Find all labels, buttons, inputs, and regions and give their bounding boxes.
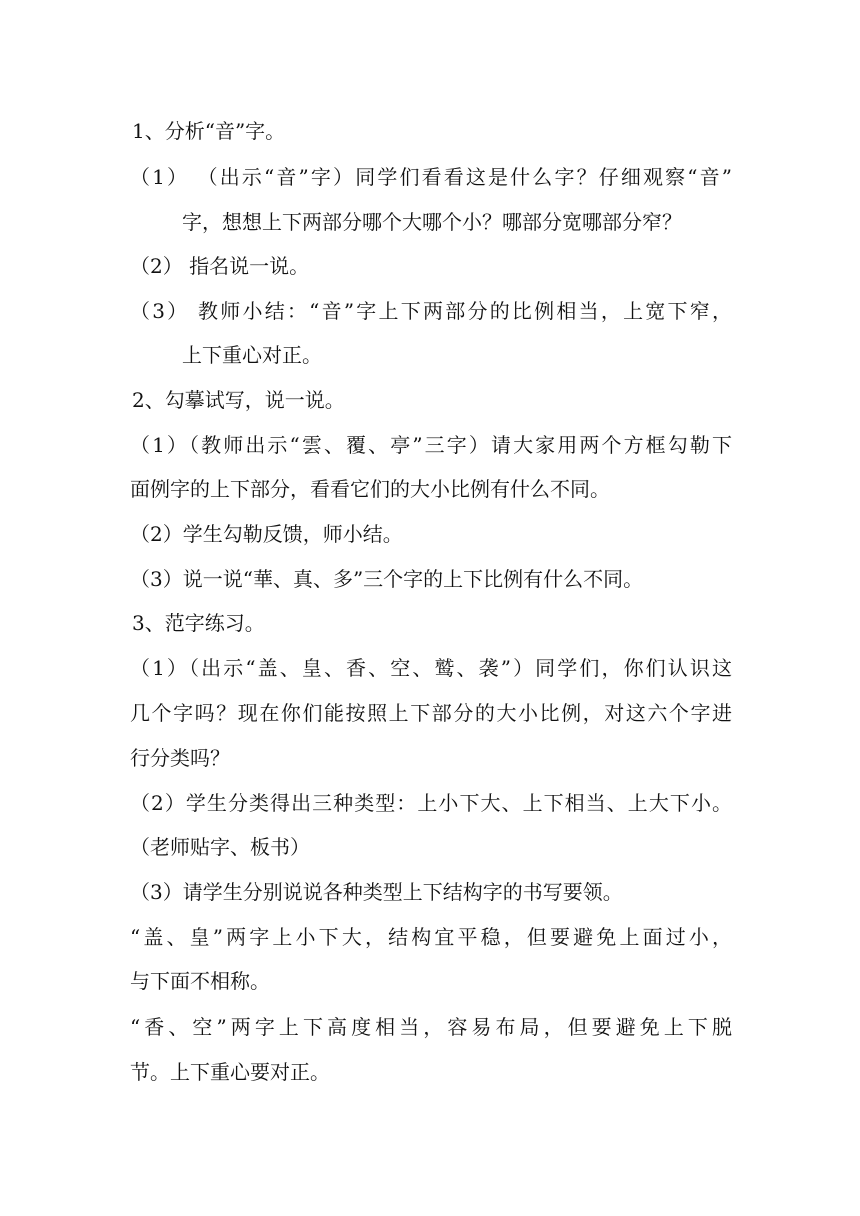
paragraph-line: （1） （出示“音”字）同学们看看这是什么字？仔细观察“音” <box>130 165 732 189</box>
paragraph-line: （1）（出示“盖、皇、香、空、鹫、袭”）同学们，你们认识这 <box>130 656 732 680</box>
heading-3: 3、范字练习。 <box>132 611 265 635</box>
paragraph-line: 字，想想上下两部分哪个大哪个小？哪部分宽哪部分窄？ <box>182 210 682 234</box>
heading-2: 2、勾摹试写，说一说。 <box>132 388 345 412</box>
paragraph-line: 行分类吗？ <box>130 746 230 770</box>
paragraph-line: （2）学生分类得出三种类型：上小下大、上下相当、上大下小。 <box>130 791 732 815</box>
heading-1: 1、分析“音”字。 <box>132 119 286 143</box>
paragraph-line: 几个字吗？现在你们能按照上下部分的大小比例，对这六个字进 <box>130 701 732 725</box>
paragraph-line: （3）请学生分别说说各种类型上下结构字的书写要领。 <box>130 880 623 904</box>
paragraph-line: （1）（教师出示“雲、覆、亭”三字）请大家用两个方框勾勒下 <box>130 433 732 457</box>
paragraph-line: 面例字的上下部分，看看它们的大小比例有什么不同。 <box>130 477 610 501</box>
paragraph-line: （老师贴字、板书） <box>130 835 310 859</box>
paragraph-line: （2）学生勾勒反馈，师小结。 <box>130 522 403 546</box>
paragraph-line: “盖、皇”两字上小下大，结构宜平稳，但要避免上面过小， <box>130 925 732 949</box>
paragraph-line: （2） 指名说一说。 <box>130 254 310 278</box>
paragraph-line: 上下重心对正。 <box>182 343 322 367</box>
paragraph-line: （3）说一说“華、真、多”三个字的上下比例有什么不同。 <box>130 567 644 591</box>
paragraph-line: 节。上下重心要对正。 <box>130 1060 330 1084</box>
paragraph-line: “香、空”两字上下高度相当，容易布局，但要避免上下脱 <box>130 1015 732 1039</box>
paragraph-line: 与下面不相称。 <box>130 969 270 993</box>
paragraph-line: （3） 教师小结：“音”字上下两部分的比例相当，上宽下窄， <box>130 299 732 323</box>
